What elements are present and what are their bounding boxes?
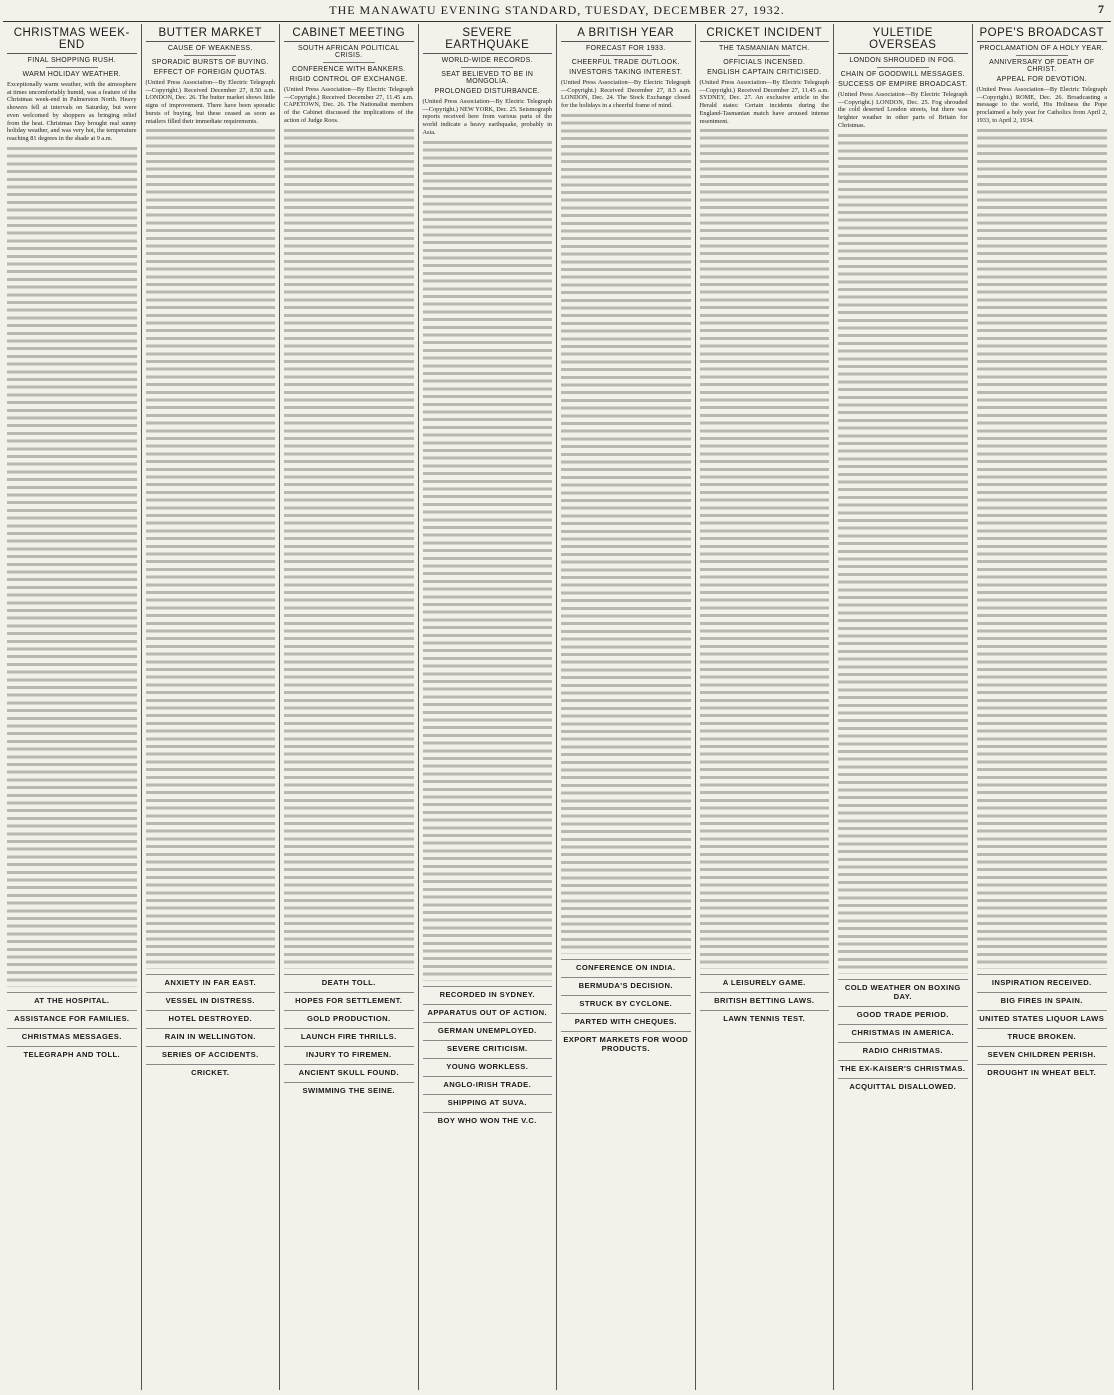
- article-subhead: GERMAN UNEMPLOYED.: [423, 1022, 553, 1035]
- article-subhead: GOLD PRODUCTION.: [284, 1010, 414, 1023]
- article-subhead: BERMUDA'S DECISION.: [561, 977, 691, 990]
- column-subheading: RIGID CONTROL OF EXCHANGE.: [289, 76, 408, 83]
- article-subhead: A LEISURELY GAME.: [700, 974, 830, 987]
- article-subhead: TELEGRAPH AND TOLL.: [7, 1046, 137, 1059]
- column-subheading: ANNIVERSARY OF DEATH OF CHRIST.: [989, 59, 1095, 73]
- article-subhead: SERIES OF ACCIDENTS.: [146, 1046, 276, 1059]
- column-headline: BUTTER MARKET: [146, 27, 276, 42]
- article-subhead: GOOD TRADE PERIOD.: [838, 1006, 968, 1019]
- article-body-lines: [284, 129, 414, 969]
- article-body-lines: [700, 129, 830, 969]
- divider: [461, 67, 513, 68]
- column-6: [696, 24, 835, 1390]
- article-text: (United Press Association—By Electric Telegraph—Copyright.) Received December 27, 11.45 a.m. SYDNEY, Dec. 27. An exclusive article in the Herald states: Certain incidents during the England-Tasmanian match have aroused intense resentment.: [699, 79, 829, 125]
- column-headline: POPE'S BROADCAST: [977, 27, 1108, 42]
- masthead: [0, 0, 1114, 22]
- article-subhead: SWIMMING THE SEINE.: [284, 1082, 414, 1095]
- article-subhead: PARTED WITH CHEQUES.: [561, 1013, 691, 1026]
- column-subheading: INVESTORS TAKING INTEREST.: [569, 69, 683, 76]
- article-subhead: UNITED STATES LIQUOR LAWS: [977, 1010, 1108, 1023]
- column-1: [3, 24, 142, 1390]
- article-body-lines: [977, 129, 1108, 969]
- column-subheading: SPORADIC BURSTS OF BUYING.: [151, 59, 269, 66]
- column-subheading: CHAIN OF GOODWILL MESSAGES.: [840, 71, 965, 78]
- column-subheading: PROCLAMATION OF A HOLY YEAR.: [979, 45, 1105, 52]
- article-text: (United Press Association—By Electric Telegraph—Copyright.) ROME, Dec. 26. Broadcasting a message to the world, His Holiness the Pope proclaimed a holy year for Catholics from April 2, 1933, to April 2, 1934.: [976, 86, 1107, 124]
- column-subheading: SOUTH AFRICAN POLITICAL CRISIS.: [298, 45, 400, 59]
- article-subhead: ASSISTANCE FOR FAMILIES.: [7, 1010, 137, 1023]
- article-subhead: EXPORT MARKETS FOR WOOD PRODUCTS.: [561, 1031, 691, 1053]
- column-3: [280, 24, 419, 1390]
- article-subhead: VESSEL IN DISTRESS.: [146, 992, 276, 1005]
- article-subhead: APPARATUS OUT OF ACTION.: [423, 1004, 553, 1017]
- column-subheading: FORECAST FOR 1933.: [585, 45, 666, 52]
- article-subhead: INSPIRATION RECEIVED.: [977, 974, 1108, 987]
- article-subhead: LAWN TENNIS TEST.: [700, 1010, 830, 1023]
- column-subheading: APPEAL FOR DEVOTION.: [996, 76, 1087, 83]
- column-subheading: THE TASMANIAN MATCH.: [719, 45, 810, 52]
- divider: [600, 55, 652, 56]
- article-text: (United Press Association—By Electric Telegraph—Copyright.) LONDON, Dec. 25. Fog shrouded the cold deserted London streets, but there was brighter weather in other parts of Britain for Christmas.: [838, 91, 968, 129]
- article-subhead: STRUCK BY CYCLONE.: [561, 995, 691, 1008]
- masthead-rule: [3, 21, 1111, 22]
- article-subhead: CHRISTMAS MESSAGES.: [7, 1028, 137, 1041]
- newspaper-title: THE MANAWATU EVENING STANDARD, TUESDAY, DECEMBER 27, 1932.: [329, 3, 785, 17]
- article-body-lines: [146, 129, 276, 969]
- column-7: [834, 24, 973, 1390]
- article-subhead: AT THE HOSPITAL.: [7, 992, 137, 1005]
- column-headline: CHRISTMAS WEEK-END: [7, 27, 137, 54]
- article-body-lines: [838, 134, 968, 974]
- article-subhead: HOTEL DESTROYED.: [146, 1010, 276, 1023]
- divider: [738, 55, 790, 56]
- article-body-lines: [7, 147, 137, 987]
- article-subhead: INJURY TO FIREMEN.: [284, 1046, 414, 1059]
- article-subhead: DEATH TOLL.: [284, 974, 414, 987]
- article-subhead: ANCIENT SKULL FOUND.: [284, 1064, 414, 1077]
- article-text: (United Press Association—By Electric Telegraph—Copyright.) Received December 27, 8.5 a.m. LONDON, Dec. 24. The Stock Exchange closed for the holidays in a cheerful frame of mind.: [561, 79, 691, 110]
- column-subheading: LONDON SHROUDED IN FOG.: [849, 57, 957, 64]
- article-subhead: CRICKET.: [146, 1064, 276, 1077]
- column-2: [142, 24, 281, 1390]
- column-subheading: EFFECT OF FOREIGN QUOTAS.: [153, 69, 267, 76]
- article-subhead: HOPES FOR SETTLEMENT.: [284, 992, 414, 1005]
- column-subheading: ENGLISH CAPTAIN CRITICISED.: [707, 69, 822, 76]
- divider: [46, 67, 98, 68]
- column-headline: SEVERE EARTHQUAKE: [423, 27, 553, 54]
- column-headline: CABINET MEETING: [284, 27, 414, 42]
- article-subhead: BIG FIRES IN SPAIN.: [977, 992, 1108, 1005]
- article-text: (United Press Association—By Electric Telegraph—Copyright.) Received December 27, 11.45 a.m. CAPETOWN, Dec. 26. The Nationalist members of the Cabinet discussed the implications of the action of Judge Roos.: [284, 86, 414, 124]
- column-subheading: WORLD-WIDE RECORDS.: [441, 57, 533, 64]
- column-subheading: SEAT BELIEVED TO BE IN MONGOLIA.: [441, 71, 534, 85]
- column-headline: YULETIDE OVERSEAS: [838, 27, 968, 54]
- article-subhead: ANXIETY IN FAR EAST.: [146, 974, 276, 987]
- article-subhead: TRUCE BROKEN.: [977, 1028, 1108, 1041]
- column-subheading: CHEERFUL TRADE OUTLOOK.: [571, 59, 680, 66]
- article-subhead: DROUGHT IN WHEAT BELT.: [977, 1064, 1108, 1077]
- column-subheading: CONFERENCE WITH BANKERS.: [292, 66, 406, 73]
- article-text: (United Press Association—By Electric Telegraph—Copyright.) NEW YORK, Dec. 25. Seismograph reports received here from various parts of the world indicate a heavy earthquake, probably in Asia.: [422, 98, 552, 136]
- article-subhead: YOUNG WORKLESS.: [423, 1058, 553, 1071]
- column-subheading: PROLONGED DISTURBANCE.: [434, 88, 540, 95]
- article-subhead: RAIN IN WELLINGTON.: [146, 1028, 276, 1041]
- article-body-lines: [423, 141, 553, 981]
- article-text: Exceptionally warm weather, with the atmosphere at times uncomfortably humid, was a feature of the Christmas week-end in Palmerston North. Heavy showers fell at intervals on Saturday, but were even welcomed by shoppers as bringing relief from the heat. Christmas Day brought real sunny holiday weather, and was very hot, the temperature reaching 81 degrees in the shade at 9 a.m.: [7, 81, 137, 142]
- article-subhead: LAUNCH FIRE THRILLS.: [284, 1028, 414, 1041]
- article-subhead: RADIO CHRISTMAS.: [838, 1042, 968, 1055]
- article-subhead: SEVERE CRITICISM.: [423, 1040, 553, 1053]
- column-subheading: CAUSE OF WEAKNESS.: [167, 45, 253, 52]
- column-subheading: SUCCESS OF EMPIRE BROADCAST.: [838, 81, 968, 88]
- column-5: [557, 24, 696, 1390]
- column-subheading: OFFICIALS INCENSED.: [723, 59, 806, 66]
- divider: [184, 55, 236, 56]
- column-subheading: FINAL SHOPPING RUSH.: [27, 57, 116, 64]
- page-number: 7: [1098, 2, 1104, 16]
- article-subhead: SHIPPING AT SUVA.: [423, 1094, 553, 1107]
- article-body-lines: [561, 114, 691, 954]
- article-text: (United Press Association—By Electric Telegraph—Copyright.) Received December 27, 8.50 a.m. LONDON, Dec. 26. The butter market shows little signs of improvement. There have been sporadic bursts of buying, but these ceased as soon as retailers filled their immediate requirements.: [145, 79, 275, 125]
- divider: [877, 67, 929, 68]
- column-4: [419, 24, 558, 1390]
- article-subhead: THE EX-KAISER'S CHRISTMAS.: [838, 1060, 968, 1073]
- column-headline: A BRITISH YEAR: [561, 27, 691, 42]
- article-subhead: ANGLO-IRISH TRADE.: [423, 1076, 553, 1089]
- article-subhead: ACQUITTAL DISALLOWED.: [838, 1078, 968, 1091]
- column-8: [973, 24, 1112, 1390]
- columns: [3, 24, 1111, 1390]
- article-subhead: BRITISH BETTING LAWS.: [700, 992, 830, 1005]
- divider: [1016, 55, 1068, 56]
- divider: [323, 62, 375, 63]
- article-subhead: RECORDED IN SYDNEY.: [423, 986, 553, 999]
- article-subhead: COLD WEATHER ON BOXING DAY.: [838, 979, 968, 1001]
- article-subhead: BOY WHO WON THE V.C.: [423, 1112, 553, 1125]
- article-subhead: CONFERENCE ON INDIA.: [561, 959, 691, 972]
- article-subhead: SEVEN CHILDREN PERISH.: [977, 1046, 1108, 1059]
- column-headline: CRICKET INCIDENT: [700, 27, 830, 42]
- article-subhead: CHRISTMAS IN AMERICA.: [838, 1024, 968, 1037]
- column-subheading: WARM HOLIDAY WEATHER.: [22, 71, 122, 78]
